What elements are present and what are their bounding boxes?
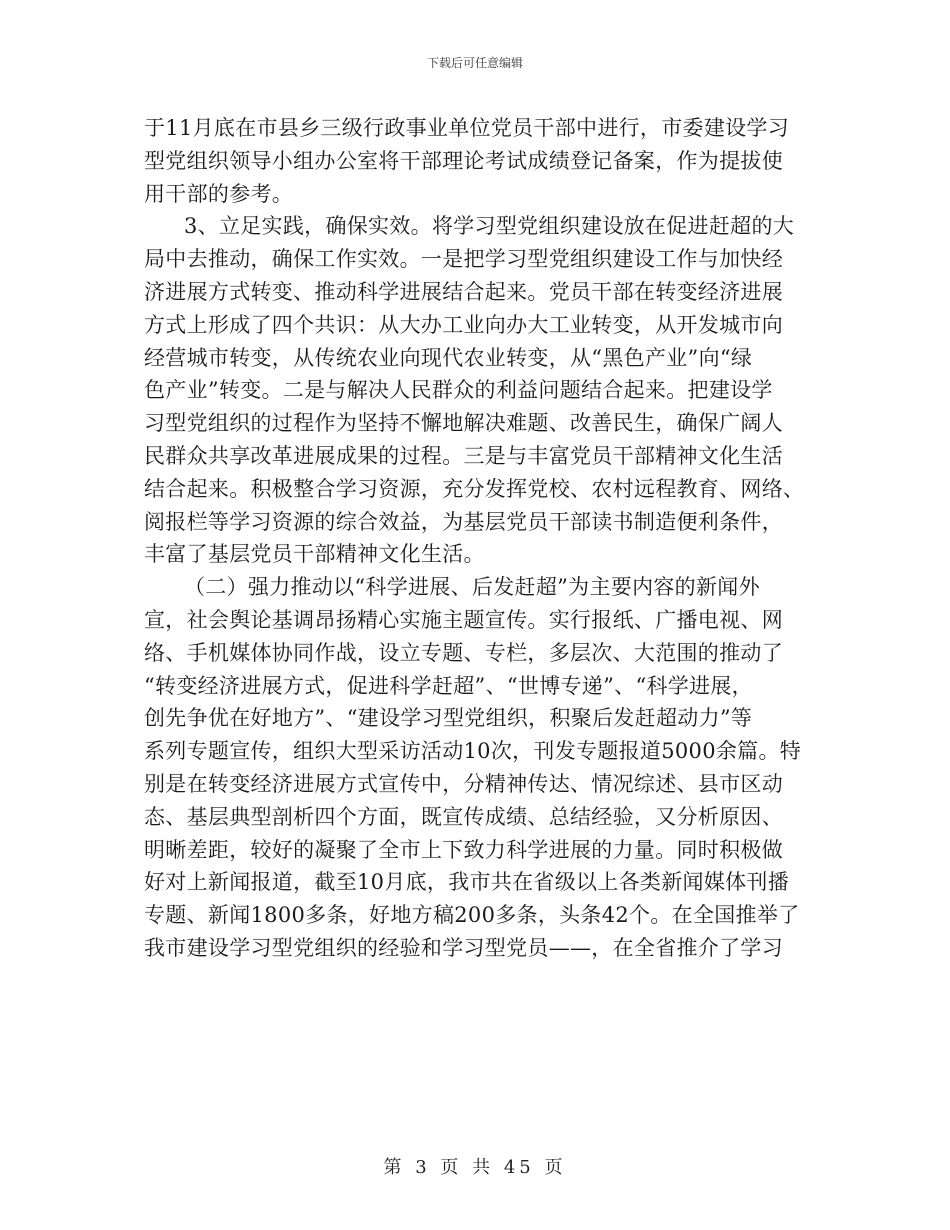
text-line: 创先争优在好地方”、“建设学习型党组织，积聚后发赶超动力”等	[144, 706, 753, 731]
text-line: 好对上新闻报道，截至10月底，我市共在省级以上各类新闻媒体刊播	[144, 870, 790, 895]
text-line: 局中去推动，确保工作实效。一是把学习型党组织建设工作与加快经	[144, 247, 783, 272]
text-line: 习型党组织的过程作为坚持不懈地解决难题、改善民生，确保广阔人	[144, 411, 783, 436]
text-line: 明晰差距，较好的凝聚了全市上下致力科学进展的力量。同时积极做	[144, 837, 783, 862]
text-line: 3、立足实践，确保实效。将学习型党组织建设放在促进赶超的大	[184, 214, 795, 239]
text-line: 济进展方式转变、推动科学进展结合起来。党员干部在转变经济进展	[144, 279, 783, 304]
text-line: 民群众共享改革进展成果的过程。三是与丰富党员干部精神文化生活	[144, 443, 783, 468]
text-line: 态、基层典型剖析四个方面，既宣传成绩、总结经验，又分析原因、	[144, 804, 783, 829]
text-line: （二）强力推动以“科学进展、后发赶超”为主要内容的新闻外	[184, 575, 760, 600]
body-text	[144, 112, 806, 965]
text-line: 型党组织领导小组办公室将干部理论考试成绩登记备案，作为提拔使	[144, 148, 783, 173]
text-line: 色产业”转变。二是与解决人民群众的利益问题结合起来。把建设学	[144, 378, 773, 403]
text-line: 方式上形成了四个共识：从大办工业向办大工业转变，从开发城市向	[144, 312, 783, 337]
text-line: 专题、新闻1800多条，好地方稿200多条，头条42个。在全国推举了	[144, 903, 800, 928]
text-line: 系列专题宣传，组织大型采访活动10次，刊发专题报道5000余篇。特	[144, 739, 802, 764]
page-number-footer: 第 3 页 共 45 页	[383, 1157, 567, 1178]
text-line: 我市建设学习型党组织的经验和学习型党员——，在全省推介了学习	[144, 935, 783, 960]
text-line: 经营城市转变，从传统农业向现代农业转变，从“黑色产业”向“绿	[144, 345, 753, 370]
text-line: 用干部的参考。	[144, 181, 294, 206]
text-line: 于11月底在市县乡三级行政事业单位党员干部中进行，市委建设学习	[144, 116, 790, 140]
text-line: 结合起来。积极整合学习资源，充分发挥党校、农村远程教育、网络、	[144, 476, 805, 501]
text-line: 宣，社会舆论基调昂扬精心实施主题宣传。实行报纸、广播电视、网	[144, 607, 783, 632]
text-line: 丰富了基层党员干部精神文化生活。	[144, 542, 485, 567]
text-line: 别是在转变经济进展方式宣传中，分精神传达、情况综述、县市区动	[144, 771, 783, 796]
text-line: “转变经济进展方式，促进科学赶超”、“世博专递”、“科学进展，	[144, 673, 753, 698]
text-line: 络、手机媒体协同作战，设立专题、专栏，多层次、大范围的推动了	[144, 640, 783, 665]
text-line: 阅报栏等学习资源的综合效益，为基层党员干部读书制造便利条件，	[144, 509, 783, 534]
header-note: 下载后可任意编辑	[426, 56, 523, 70]
